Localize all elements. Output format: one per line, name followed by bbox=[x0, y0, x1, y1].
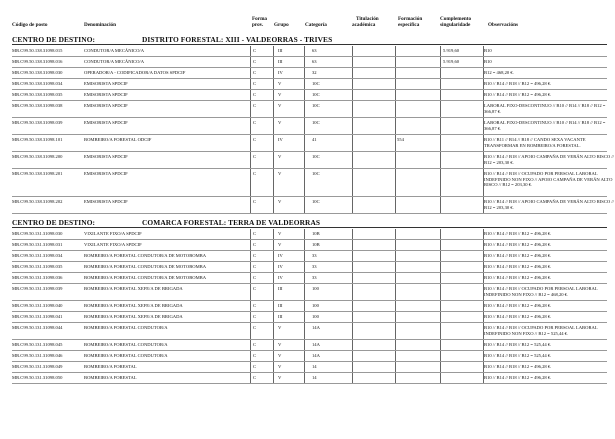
column-divider bbox=[250, 101, 251, 118]
cell-grupo: III bbox=[278, 48, 283, 53]
table-row bbox=[12, 118, 607, 135]
header-complemento-line2: singularidade bbox=[440, 22, 471, 28]
table-row bbox=[12, 169, 613, 197]
cell-codigo: MR.C99.50.138.31098.202 bbox=[12, 199, 63, 204]
cell-observaciones: B10 bbox=[484, 48, 492, 53]
cell-observaciones: B10 // B14 // B18 // B12 = 496,28 €. bbox=[484, 253, 552, 258]
column-divider bbox=[250, 197, 251, 214]
column-divider bbox=[352, 169, 353, 197]
cell-denominacion: BOMBEIRO/A FORESTAL CONDUTOR/A DE MOTOBOMBA bbox=[84, 275, 207, 280]
cell-codigo: MR.C99.50.131.31098.040 bbox=[12, 303, 63, 308]
table-row bbox=[12, 362, 607, 373]
column-divider bbox=[250, 152, 251, 169]
column-divider bbox=[304, 135, 305, 152]
cell-codigo: MR.C99.50.131.31098.046 bbox=[12, 353, 63, 358]
column-divider bbox=[250, 169, 251, 197]
column-divider bbox=[483, 118, 484, 135]
cell-denominacion: BOMBEIRO/A FORESTAL ODCIF bbox=[84, 137, 152, 142]
cell-categoria: 10C bbox=[312, 103, 320, 108]
cell-grupo: III bbox=[278, 303, 283, 308]
cell-complemento: 5.919,60 bbox=[443, 59, 460, 64]
cell-categoria: 33 bbox=[312, 253, 317, 258]
column-divider bbox=[395, 135, 396, 152]
cell-grupo: V bbox=[278, 325, 282, 330]
cell-denominacion: BOMBEIRO/A FORESTAL CONDUTOR/A DE MOTOBOMBA bbox=[84, 264, 207, 269]
column-divider bbox=[395, 323, 396, 340]
cell-denominacion: EMISORISTA SPDCIF bbox=[84, 171, 128, 176]
column-divider bbox=[273, 169, 274, 197]
cell-codigo: MR.C99.50.131.31098.035 bbox=[12, 264, 63, 269]
cell-forma: C bbox=[253, 137, 257, 142]
cell-grupo: IV bbox=[278, 70, 283, 75]
column-divider bbox=[395, 284, 396, 301]
table-row bbox=[12, 340, 607, 351]
cell-forma: C bbox=[253, 264, 257, 269]
section-label: CENTRO DE DESTINO: bbox=[12, 218, 96, 227]
cell-denominacion: EMISORISTA SPDCIF bbox=[84, 81, 128, 86]
column-divider bbox=[440, 135, 441, 152]
cell-forma: C bbox=[253, 70, 257, 75]
cell-grupo: V bbox=[278, 242, 282, 247]
table-row bbox=[12, 101, 607, 118]
cell-denominacion: BOMBEIRO/A FORESTAL XEFE/A DE BRIGADA bbox=[84, 286, 183, 291]
cell-codigo: MR.C99.50.138.31098.030 bbox=[12, 70, 63, 75]
table-row bbox=[12, 68, 607, 79]
table-row bbox=[12, 323, 607, 340]
column-divider bbox=[273, 284, 274, 301]
column-divider bbox=[440, 152, 441, 169]
column-divider bbox=[273, 323, 274, 340]
cell-denominacion: OPERADOR/A - CODIFICADOR/A DATOS SPDCIF bbox=[84, 70, 186, 75]
column-divider bbox=[352, 284, 353, 301]
cell-denominacion: CONDUTOR/A MECÁNICO/A bbox=[84, 48, 145, 53]
cell-categoria: 14 bbox=[312, 364, 317, 369]
cell-grupo: V bbox=[278, 353, 282, 358]
cell-codigo: MR.C99.50.138.31098.101 bbox=[12, 137, 63, 142]
column-divider bbox=[304, 152, 305, 169]
table-row bbox=[12, 251, 607, 262]
column-divider bbox=[304, 101, 305, 118]
cell-codigo: MR.C99.50.131.31098.044 bbox=[12, 325, 63, 330]
cell-denominacion: BOMBEIRO/A FORESTAL CONDUTOR/A bbox=[84, 325, 168, 330]
cell-grupo: V bbox=[278, 231, 282, 236]
table-row bbox=[12, 90, 607, 101]
cell-categoria: 14 bbox=[312, 375, 317, 380]
cell-observaciones: B10 // B14 // B18 // OCUPADO POR PERSOAL LABORAL INDEFINIDO NON FIXO // B12 = 525,44 €. bbox=[484, 325, 598, 336]
cell-codigo: MR.C99.50.131.31098.039 bbox=[12, 286, 63, 291]
cell-codigo: MR.C99.50.131.31098.049 bbox=[12, 364, 63, 369]
cell-observaciones: LABORAL FIXO-DESCONTINUO // B10 // B14 // B18 // B12 = 366,87 €. bbox=[484, 120, 606, 131]
header-formacion-line2: específica bbox=[398, 22, 420, 28]
cell-observaciones: B10 // B14 // B18 // OCUPADO POR PERSOAL LABORAL INDEFINIDO NON FIXO // APOIO CAMPAÑA DE VERÁN ALTO RISCO // B12 = 203,30 €. bbox=[484, 171, 613, 188]
cell-forma: C bbox=[253, 253, 257, 258]
section-label: CENTRO DE DESTINO: bbox=[12, 35, 96, 44]
cell-observaciones: B10 // B14 // B18 // B12 = 525,44 €. bbox=[484, 353, 552, 358]
table-row bbox=[12, 284, 607, 301]
table-row bbox=[12, 273, 607, 284]
column-divider bbox=[250, 118, 251, 135]
cell-categoria: 10C bbox=[312, 199, 320, 204]
table-row bbox=[12, 46, 607, 57]
cell-codigo: MR.C99.50.131.31098.030 bbox=[12, 231, 63, 236]
column-divider bbox=[440, 197, 441, 214]
column-divider bbox=[352, 152, 353, 169]
cell-categoria: 100 bbox=[312, 286, 319, 291]
table-row bbox=[12, 312, 607, 323]
cell-denominacion: BOMBEIRO/A FORESTAL bbox=[84, 364, 137, 369]
cell-categoria: 10C bbox=[312, 171, 320, 176]
cell-categoria: 14A bbox=[312, 325, 320, 330]
cell-grupo: IV bbox=[278, 253, 283, 258]
cell-codigo: MR.C99.50.138.31098.200 bbox=[12, 154, 63, 159]
table-row bbox=[12, 79, 607, 90]
cell-forma: C bbox=[253, 59, 257, 64]
cell-observaciones: B10 // B14 // B18 // B12 = 496,28 €. bbox=[484, 92, 552, 97]
cell-denominacion: BOMBEIRO/A FORESTAL CONDUTOR/A DE MOTOBOMBA bbox=[84, 253, 207, 258]
cell-grupo: III bbox=[278, 59, 283, 64]
header-denominacion: Denominación bbox=[84, 22, 116, 28]
column-divider bbox=[440, 101, 441, 118]
column-divider bbox=[273, 152, 274, 169]
column-divider bbox=[483, 135, 484, 152]
header-categoria: Categoría bbox=[305, 22, 327, 28]
column-divider bbox=[395, 152, 396, 169]
cell-forma: C bbox=[253, 275, 257, 280]
cell-forma: C bbox=[253, 325, 257, 330]
cell-denominacion: CONDUTOR/A MECÁNICO/A bbox=[84, 59, 145, 64]
cell-forma: C bbox=[253, 342, 257, 347]
cell-forma: C bbox=[253, 314, 257, 319]
column-divider bbox=[352, 197, 353, 214]
cell-formacion: 554 bbox=[397, 137, 404, 142]
column-divider bbox=[483, 323, 484, 340]
cell-categoria: 10C bbox=[312, 81, 320, 86]
header-observaciones: Observacións bbox=[488, 22, 518, 28]
cell-categoria: 10C bbox=[312, 154, 320, 159]
cell-forma: C bbox=[253, 92, 257, 97]
column-divider bbox=[250, 135, 251, 152]
cell-denominacion: BOMBEIRO/A FORESTAL CONDUTOR/A bbox=[84, 342, 168, 347]
cell-denominacion: EMISORISTA SPDCIF bbox=[84, 103, 128, 108]
table-row bbox=[12, 135, 607, 152]
cell-observaciones: B10 // B14 // B18 // B12 = 496,28 €. bbox=[484, 242, 552, 247]
cell-observaciones: B10 // B11 // B14 // B18 // CANDO SEXA VACANTE TRANSFORMAR EN BOMBEIRO/A FORESTAL. bbox=[484, 137, 586, 148]
cell-categoria: 63 bbox=[312, 59, 317, 64]
cell-observaciones: B10 // B14 // B18 // OCUPADO POR PERSOAL LABORAL INDEFINIDO NON FIXO // B12 = 468,20 €. bbox=[484, 286, 598, 297]
column-divider bbox=[352, 135, 353, 152]
cell-categoria: 33 bbox=[312, 264, 317, 269]
cell-observaciones: B10 // B14 // B18 // B12 = 525,44 €. bbox=[484, 342, 552, 347]
cell-codigo: MR.C99.50.138.31098.201 bbox=[12, 171, 63, 176]
column-divider bbox=[250, 284, 251, 301]
cell-codigo: MR.C99.50.131.31098.036 bbox=[12, 275, 63, 280]
section-name: COMARCA FORESTAL: TERRA DE VALDEORRAS bbox=[142, 218, 321, 227]
cell-forma: C bbox=[253, 199, 257, 204]
cell-forma: C bbox=[253, 171, 257, 176]
cell-grupo: IV bbox=[278, 264, 283, 269]
table-row bbox=[12, 262, 607, 273]
cell-codigo: MR.C99.50.131.31098.031 bbox=[12, 242, 63, 247]
cell-forma: C bbox=[253, 303, 257, 308]
section-rule bbox=[12, 227, 607, 228]
header-complemento-line1: Complemento bbox=[440, 16, 472, 22]
header-titulacion-line2: académica bbox=[352, 22, 376, 28]
section-header bbox=[12, 216, 607, 228]
cell-denominacion: BOMBEIRO/A FORESTAL bbox=[84, 375, 137, 380]
cell-categoria: 63 bbox=[312, 48, 317, 53]
column-divider bbox=[304, 169, 305, 197]
column-divider bbox=[304, 118, 305, 135]
cell-observaciones: B12 = 468,20 €. bbox=[484, 70, 514, 75]
cell-forma: C bbox=[253, 242, 257, 247]
column-divider bbox=[395, 118, 396, 135]
cell-denominacion: BOMBEIRO/A FORESTAL XEFE/A DE BRIGADA bbox=[84, 314, 183, 319]
cell-grupo: V bbox=[278, 103, 282, 108]
header-titulacion-line1: Titulación bbox=[356, 16, 379, 22]
cell-categoria: 10C bbox=[312, 120, 320, 125]
column-divider bbox=[395, 197, 396, 214]
section-name: DISTRITO FORESTAL: XIII - VALDEORRAS - TRIVES bbox=[142, 35, 333, 44]
cell-forma: C bbox=[253, 286, 257, 291]
column-divider bbox=[440, 169, 441, 197]
column-divider bbox=[273, 118, 274, 135]
cell-observaciones: B10 bbox=[484, 59, 492, 64]
cell-denominacion: EMISORISTA SPDCIF bbox=[84, 154, 128, 159]
cell-codigo: MR.C99.50.138.31098.035 bbox=[12, 92, 63, 97]
cell-observaciones: B10 // B14 // B18 // B12 = 496,28 €. bbox=[484, 375, 552, 380]
cell-categoria: 100 bbox=[312, 303, 319, 308]
cell-codigo: MR.C99.50.138.31098.016 bbox=[12, 59, 63, 64]
cell-denominacion: EMISORISTA SPDCIF bbox=[84, 120, 128, 125]
header-codigo: Código de posto bbox=[12, 22, 48, 28]
column-divider bbox=[440, 118, 441, 135]
cell-observaciones: B10 // B14 // B18 // B12 = 496,28 €. bbox=[484, 275, 552, 280]
cell-grupo: V bbox=[278, 364, 282, 369]
cell-forma: C bbox=[253, 375, 257, 380]
cell-observaciones: B10 // B14 // B18 // B12 = 496,28 €. bbox=[484, 81, 552, 86]
column-divider bbox=[273, 101, 274, 118]
column-divider bbox=[483, 152, 484, 169]
table-row bbox=[12, 152, 614, 169]
table-row bbox=[12, 240, 607, 251]
cell-grupo: V bbox=[278, 154, 282, 159]
cell-categoria: 33 bbox=[312, 275, 317, 280]
cell-complemento: 5.919,60 bbox=[443, 48, 460, 53]
cell-observaciones: LABORAL FIXO-DESCONTINUO // B10 // B14 // B18 // B12 = 366,87 €. bbox=[484, 103, 606, 114]
column-divider bbox=[273, 197, 274, 214]
column-divider bbox=[483, 169, 484, 197]
cell-forma: C bbox=[253, 154, 257, 159]
column-divider bbox=[483, 101, 484, 118]
cell-grupo: V bbox=[278, 199, 282, 204]
cell-categoria: 32 bbox=[312, 70, 317, 75]
cell-categoria: 41 bbox=[312, 137, 317, 142]
cell-denominacion: EMISORISTA SPDCIF bbox=[84, 199, 128, 204]
cell-forma: C bbox=[253, 103, 257, 108]
cell-observaciones: B10 // B14 // B18 // B12 = 496,28 €. bbox=[484, 264, 552, 269]
cell-grupo: V bbox=[278, 81, 282, 86]
column-divider bbox=[395, 101, 396, 118]
column-divider bbox=[352, 101, 353, 118]
table-row bbox=[12, 351, 607, 362]
cell-grupo: V bbox=[278, 92, 282, 97]
cell-codigo: MR.C99.50.138.31098.015 bbox=[12, 48, 63, 53]
cell-forma: C bbox=[253, 231, 257, 236]
cell-grupo: IV bbox=[278, 137, 283, 142]
header-forma-line2: prov. bbox=[252, 22, 264, 28]
row-rule bbox=[12, 383, 607, 384]
cell-codigo: MR.C99.50.138.31098.034 bbox=[12, 81, 63, 86]
row-rule bbox=[12, 213, 607, 214]
cell-denominacion: VIXILANTE FIXO/A SPDCIF bbox=[84, 231, 142, 236]
cell-forma: C bbox=[253, 353, 257, 358]
column-divider bbox=[250, 323, 251, 340]
cell-observaciones: B10 // B14 // B18 // APOIO CAMPAÑA DE VERÁN ALTO RISCO // B12 = 203,30 €. bbox=[484, 199, 614, 210]
cell-categoria: 10C bbox=[312, 92, 320, 97]
column-divider bbox=[273, 135, 274, 152]
cell-codigo: MR.C99.50.138.31098.038 bbox=[12, 103, 63, 108]
column-divider bbox=[304, 197, 305, 214]
cell-categoria: 10B bbox=[312, 242, 320, 247]
table-row bbox=[12, 229, 607, 240]
cell-categoria: 100 bbox=[312, 314, 319, 319]
cell-grupo: V bbox=[278, 342, 282, 347]
header-formacion-line1: Formación bbox=[398, 16, 423, 22]
cell-grupo: V bbox=[278, 120, 282, 125]
cell-observaciones: B10 // B14 // B18 // B12 = 496,28 €. bbox=[484, 314, 552, 319]
column-divider bbox=[304, 284, 305, 301]
cell-codigo: MR.C99.50.131.31098.050 bbox=[12, 375, 63, 380]
column-divider bbox=[483, 197, 484, 214]
table-row bbox=[12, 373, 607, 384]
cell-grupo: V bbox=[278, 375, 282, 380]
cell-grupo: IV bbox=[278, 275, 283, 280]
cell-denominacion: BOMBEIRO/A FORESTAL XEFE/A DE BRIGADA bbox=[84, 303, 183, 308]
cell-codigo: MR.C99.50.131.31098.041 bbox=[12, 314, 63, 319]
cell-codigo: MR.C99.50.138.31098.039 bbox=[12, 120, 63, 125]
cell-codigo: MR.C99.50.131.31098.045 bbox=[12, 342, 63, 347]
cell-forma: C bbox=[253, 48, 257, 53]
table-row bbox=[12, 57, 607, 68]
cell-codigo: MR.C99.50.131.31098.034 bbox=[12, 253, 63, 258]
cell-forma: C bbox=[253, 81, 257, 86]
column-divider bbox=[304, 323, 305, 340]
column-divider bbox=[352, 118, 353, 135]
cell-observaciones: B10 // B14 // B18 // B12 = 496,28 €. bbox=[484, 364, 552, 369]
table-row bbox=[12, 301, 607, 312]
section-rule bbox=[12, 44, 607, 45]
column-divider bbox=[352, 323, 353, 340]
cell-denominacion: VIXILANTE FIXO/A SPDCIF bbox=[84, 242, 142, 247]
cell-categoria: 14A bbox=[312, 342, 320, 347]
section-header bbox=[12, 33, 607, 45]
cell-observaciones: B10 // B14 // B18 // B12 = 496,28 €. bbox=[484, 231, 552, 236]
header-forma-line1: Forma bbox=[252, 16, 267, 22]
cell-grupo: III bbox=[278, 286, 283, 291]
header-grupo: Grupo bbox=[274, 22, 289, 28]
column-divider bbox=[440, 323, 441, 340]
cell-observaciones: B10 // B14 // B18 // B12 = 496,28 €. bbox=[484, 303, 552, 308]
cell-forma: C bbox=[253, 120, 257, 125]
cell-categoria: 10B bbox=[312, 231, 320, 236]
cell-grupo: V bbox=[278, 171, 282, 176]
cell-denominacion: BOMBEIRO/A FORESTAL CONDUTOR/A bbox=[84, 353, 168, 358]
table-row bbox=[12, 197, 614, 214]
cell-categoria: 14A bbox=[312, 353, 320, 358]
column-divider bbox=[483, 284, 484, 301]
column-divider bbox=[395, 169, 396, 197]
column-divider bbox=[440, 284, 441, 301]
cell-observaciones: B10 // B14 // B18 // APOIO CAMPAÑA DE VERÁN ALTO RISCO // B12 = 203,30 €. bbox=[484, 154, 614, 165]
cell-forma: C bbox=[253, 364, 257, 369]
cell-denominacion: EMISORISTA SPDCIF bbox=[84, 92, 128, 97]
cell-grupo: III bbox=[278, 314, 283, 319]
